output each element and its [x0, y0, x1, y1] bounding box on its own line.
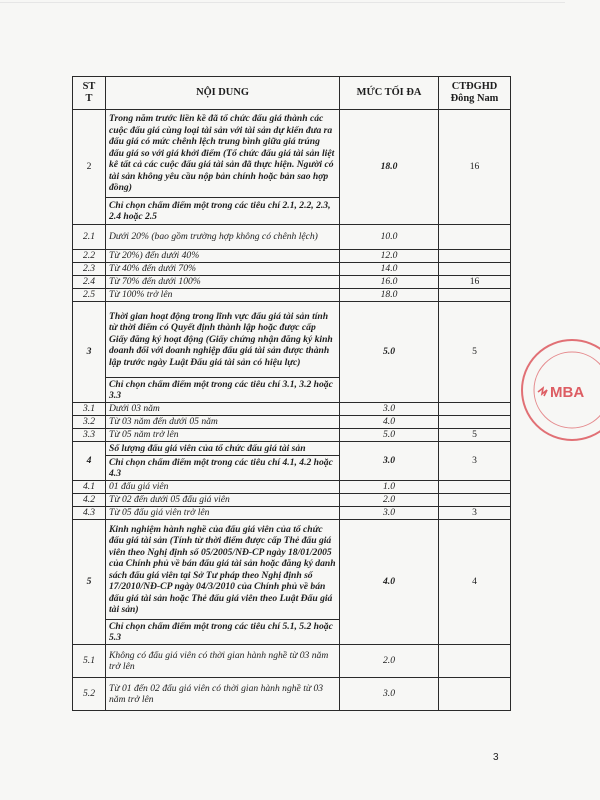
row-max: 3.0 — [340, 403, 439, 416]
row-text: Không có đấu giá viên có thời gian hành nghề từ 03 năm trở lên — [106, 645, 340, 678]
row-max: 4.0 — [340, 416, 439, 429]
table-row — [73, 225, 511, 250]
table-row — [73, 289, 511, 302]
row-stt: 3.2 — [73, 416, 106, 429]
table-row — [73, 302, 511, 378]
row-main-text: Trong năm trước liền kề đã tổ chức đấu giá thành các cuộc đấu giá cùng loại tài sản với tài sản dự kiến đưa ra đấu giá có mức chênh lệch trung bình giữa giá trúng đấu giá so với giá khởi điểm (Tổ chức đấu giá tài sản liệt kê tất cả các cuộc đấu giá tài sản đã thực hiện. Người có tài sản không yêu cầu nộp bản chính hoặc bản sao hợp đồng) — [106, 110, 340, 198]
row-score: 4 — [439, 520, 511, 645]
table-row — [73, 250, 511, 263]
table-row — [73, 481, 511, 494]
table-row — [73, 442, 511, 456]
criteria-table — [72, 76, 511, 711]
row-score — [439, 289, 511, 302]
row-main-text: Kinh nghiệm hành nghề của đấu giá viên của tổ chức đấu giá tài sản (Tính từ thời điểm được cấp Thẻ đấu giá viên theo Nghị định số 05/2005/NĐ-CP ngày 18/01/2005 của Chính phủ về bán đấu giá tài sản hoặc đăng ký danh sách đấu giá viên tại Sở Tư pháp theo Nghị định số 17/2010/NĐ-CP ngày 04/3/2010 của Chính phủ về bán đấu giá tài sản hoặc Thẻ đấu giá viên theo Luật Đấu giá tài sản) — [106, 520, 340, 620]
row-score — [439, 263, 511, 276]
row-text: Từ 01 đến 02 đấu giá viên có thời gian hành nghề từ 03 năm trở lên — [106, 678, 340, 711]
page-top-edge — [0, 2, 565, 3]
header-company: CTĐGHD Đông Nam — [439, 77, 511, 110]
table-row — [73, 276, 511, 289]
row-max: 14.0 — [340, 263, 439, 276]
row-text: Từ 100% trở lên — [106, 289, 340, 302]
row-text: Từ 05 đấu giá viên trở lên — [106, 507, 340, 520]
row-choose-text: Chỉ chọn chấm điểm một trong các tiêu chí 5.1, 5.2 hoặc 5.3 — [106, 620, 340, 645]
row-max: 1.0 — [340, 481, 439, 494]
table-row — [73, 494, 511, 507]
row-score: 5 — [439, 302, 511, 403]
row-score — [439, 678, 511, 711]
row-choose-text: Chỉ chọn chấm điểm một trong các tiêu chí 4.1, 4.2 hoặc 4.3 — [106, 456, 340, 481]
row-stt: 3 — [73, 302, 106, 403]
row-stt: 5.1 — [73, 645, 106, 678]
row-max: 16.0 — [340, 276, 439, 289]
row-score: 16 — [439, 276, 511, 289]
table-row — [73, 263, 511, 276]
row-score: 5 — [439, 429, 511, 442]
seal-text: MBA — [550, 384, 585, 401]
row-score: 3 — [439, 442, 511, 481]
row-max: 10.0 — [340, 225, 439, 250]
row-main-text: Số lượng đấu giá viên của tổ chức đấu giá tài sản — [106, 442, 340, 456]
row-score — [439, 403, 511, 416]
row-stt: 5 — [73, 520, 106, 645]
row-stt: 4 — [73, 442, 106, 481]
row-choose-text: Chỉ chọn chấm điểm một trong các tiêu chí 2.1, 2.2, 2.3, 2.4 hoặc 2.5 — [106, 198, 340, 225]
row-max: 3.0 — [340, 678, 439, 711]
row-text: Dưới 20% (bao gồm trường hợp không có chênh lệch) — [106, 225, 340, 250]
row-max: 5.0 — [340, 429, 439, 442]
row-max: 2.0 — [340, 494, 439, 507]
row-score — [439, 494, 511, 507]
table-row — [73, 110, 511, 198]
row-stt: 2.3 — [73, 263, 106, 276]
row-score — [439, 225, 511, 250]
row-score: 3 — [439, 507, 511, 520]
row-text: Từ 03 năm đến dưới 05 năm — [106, 416, 340, 429]
row-stt: 4.3 — [73, 507, 106, 520]
row-stt: 2 — [73, 110, 106, 225]
header-stt: ST T — [73, 77, 106, 110]
row-max: 5.0 — [340, 302, 439, 403]
row-max: 3.0 — [340, 442, 439, 481]
row-max: 3.0 — [340, 507, 439, 520]
row-score — [439, 645, 511, 678]
row-max: 12.0 — [340, 250, 439, 263]
row-score — [439, 481, 511, 494]
table-row — [73, 645, 511, 678]
row-stt: 2.5 — [73, 289, 106, 302]
row-max: 2.0 — [340, 645, 439, 678]
row-text: Từ 40% đến dưới 70% — [106, 263, 340, 276]
company-seal-stamp — [510, 335, 600, 445]
row-max: 4.0 — [340, 520, 439, 645]
row-text: Dưới 03 năm — [106, 403, 340, 416]
table-row — [73, 520, 511, 620]
row-text: 01 đấu giá viên — [106, 481, 340, 494]
row-text: Từ 70% đến dưới 100% — [106, 276, 340, 289]
table-row — [73, 416, 511, 429]
row-max: 18.0 — [340, 110, 439, 225]
page-number: 3 — [493, 752, 499, 763]
row-main-text: Thời gian hoạt động trong lĩnh vực đấu giá tài sản tính từ thời điểm có Quyết định thành lập hoặc được cấp Giấy đăng ký hoạt động (Giấy chứng nhận đăng ký kinh doanh đối với doanh nghiệp đấu giá tài sản được thành lập trước ngày Luật Đấu giá tài sản có hiệu lực) — [106, 302, 340, 378]
row-stt: 5.2 — [73, 678, 106, 711]
row-stt: 2.2 — [73, 250, 106, 263]
table-row — [73, 678, 511, 711]
row-max: 18.0 — [340, 289, 439, 302]
seal-star-icon — [538, 388, 547, 396]
row-stt: 3.3 — [73, 429, 106, 442]
row-stt: 2.4 — [73, 276, 106, 289]
row-score — [439, 250, 511, 263]
row-stt: 2.1 — [73, 225, 106, 250]
table-row — [73, 507, 511, 520]
row-score: 16 — [439, 110, 511, 225]
header-content: NỘI DUNG — [106, 77, 340, 110]
table-row — [73, 429, 511, 442]
row-stt: 3.1 — [73, 403, 106, 416]
row-stt: 4.1 — [73, 481, 106, 494]
row-text: Từ 05 năm trở lên — [106, 429, 340, 442]
row-score — [439, 416, 511, 429]
header-max: MỨC TỐI ĐA — [340, 77, 439, 110]
row-text: Từ 20%) đến dưới 40% — [106, 250, 340, 263]
row-stt: 4.2 — [73, 494, 106, 507]
row-text: Từ 02 đến dưới 05 đấu giá viên — [106, 494, 340, 507]
row-choose-text: Chỉ chọn chấm điểm một trong các tiêu chí 3.1, 3.2 hoặc 3.3 — [106, 378, 340, 403]
table-header-row — [73, 77, 511, 110]
table-row — [73, 403, 511, 416]
